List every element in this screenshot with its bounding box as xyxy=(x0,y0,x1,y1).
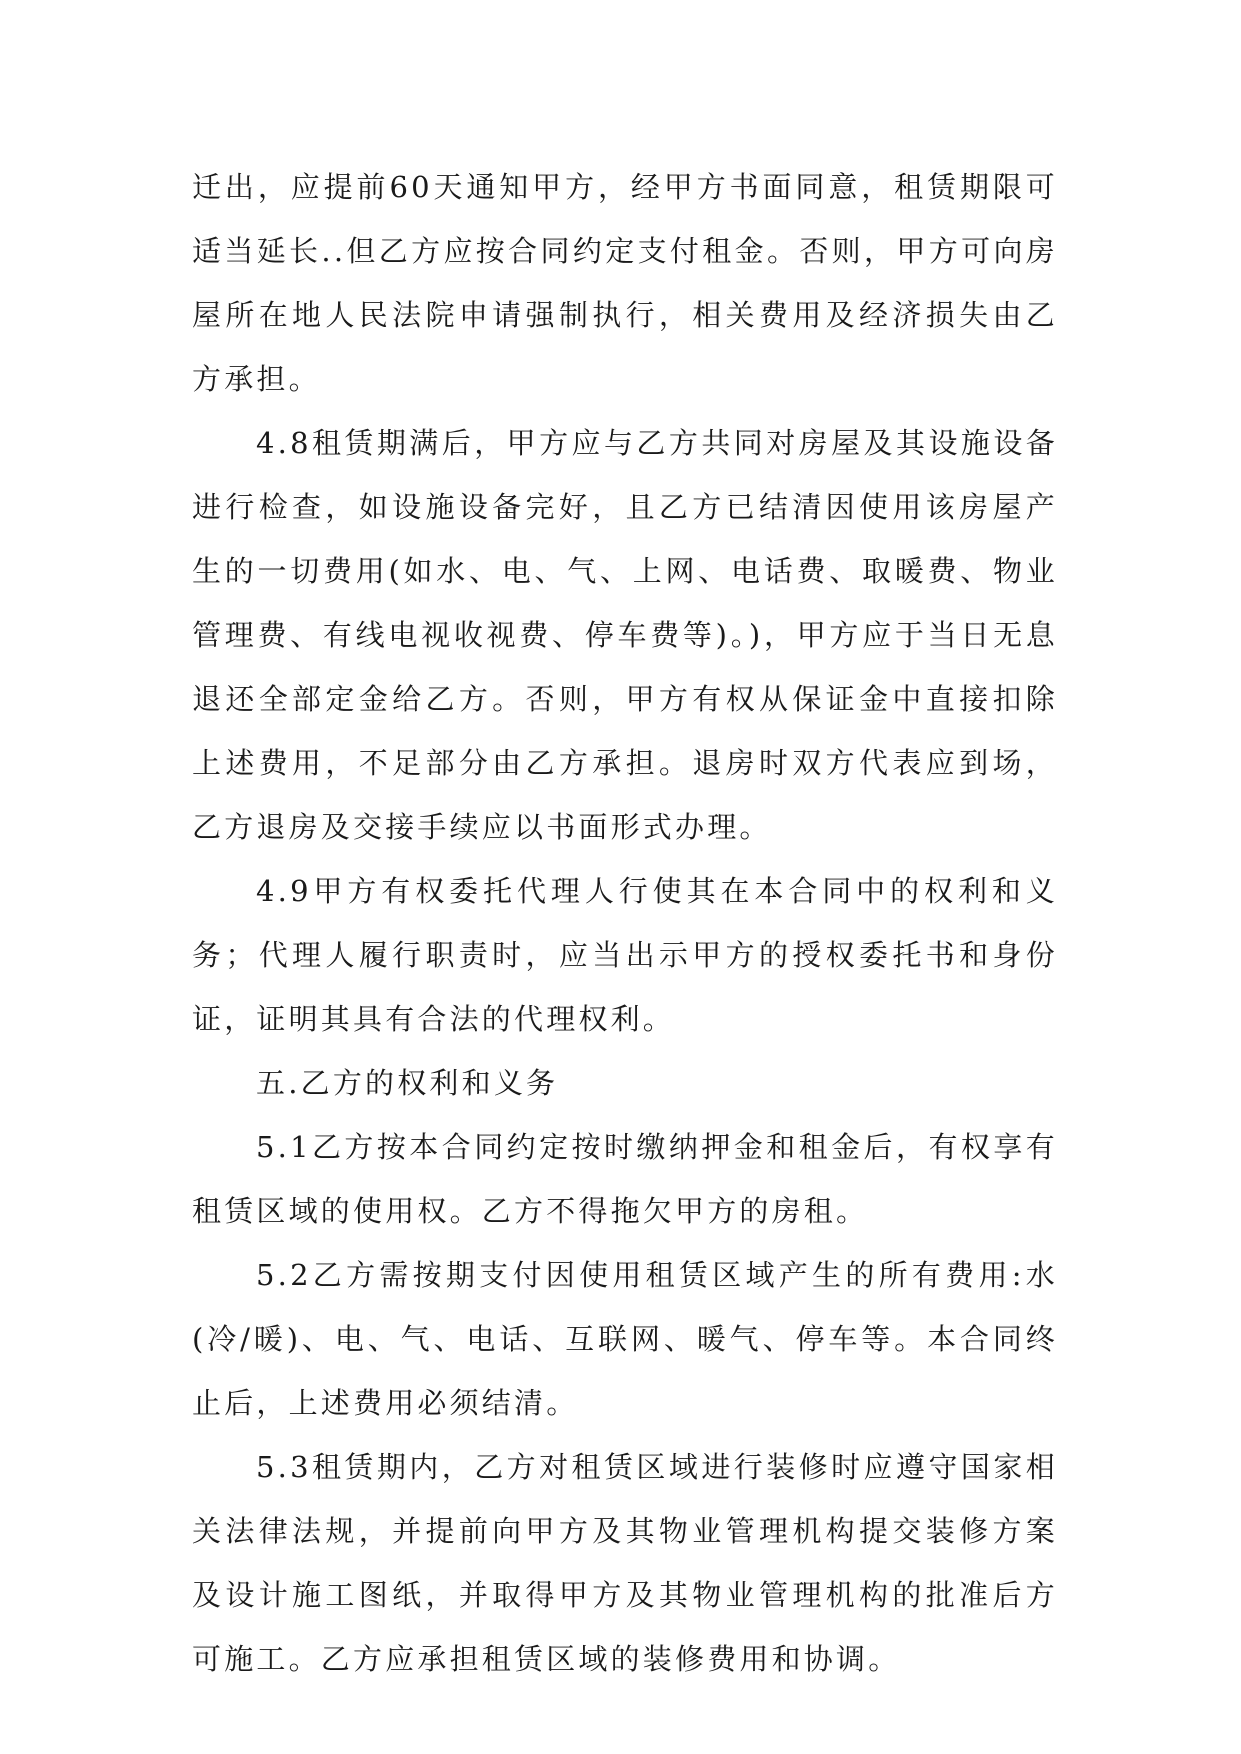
paragraph-clause-5-1: 5.1乙方按本合同约定按时缴纳押金和租金后，有权享有租赁区域的使用权。乙方不得拖欠甲方的房租。 xyxy=(192,1130,1058,1228)
paragraph-clause-5-2: 5.2乙方需按期支付因使用租赁区域产生的所有费用:水(冷/暖)、电、气、电话、互联网、暖气、停车等。本合同终止后，上述费用必须结清。 xyxy=(192,1258,1058,1420)
document-body xyxy=(192,155,1058,1691)
section-heading-5: 五.乙方的权利和义务 xyxy=(256,1066,559,1100)
paragraph-clause-4-8: 4.8租赁期满后，甲方应与乙方共同对房屋及其设施设备进行检查，如设施设备完好，且乙方已结清因使用该房屋产生的一切费用(如水、电、气、上网、电话费、取暖费、物业管理费、有线电视收视费、停车费等)。)，甲方应于当日无息退还全部定金给乙方。否则，甲方有权从保证金中直接扣除上述费用，不足部分由乙方承担。退房时双方代表应到场，乙方退房及交接手续应以书面形式办理。 xyxy=(192,426,1058,844)
paragraph-continuation: 迁出，应提前60天通知甲方，经甲方书面同意，租赁期限可适当延长..但乙方应按合同约定支付租金。否则，甲方可向房屋所在地人民法院申请强制执行，相关费用及经济损失由乙方承担。 xyxy=(192,170,1058,396)
paragraph-clause-5-3: 5.3租赁期内，乙方对租赁区域进行装修时应遵守国家相关法律法规，并提前向甲方及其物业管理机构提交装修方案及设计施工图纸，并取得甲方及其物业管理机构的批准后方可施工。乙方应承担租赁区域的装修费用和协调。 xyxy=(192,1450,1058,1676)
paragraph-clause-4-9: 4.9甲方有权委托代理人行使其在本合同中的权利和义务；代理人履行职责时，应当出示甲方的授权委托书和身份证，证明其具有合法的代理权利。 xyxy=(192,874,1058,1036)
